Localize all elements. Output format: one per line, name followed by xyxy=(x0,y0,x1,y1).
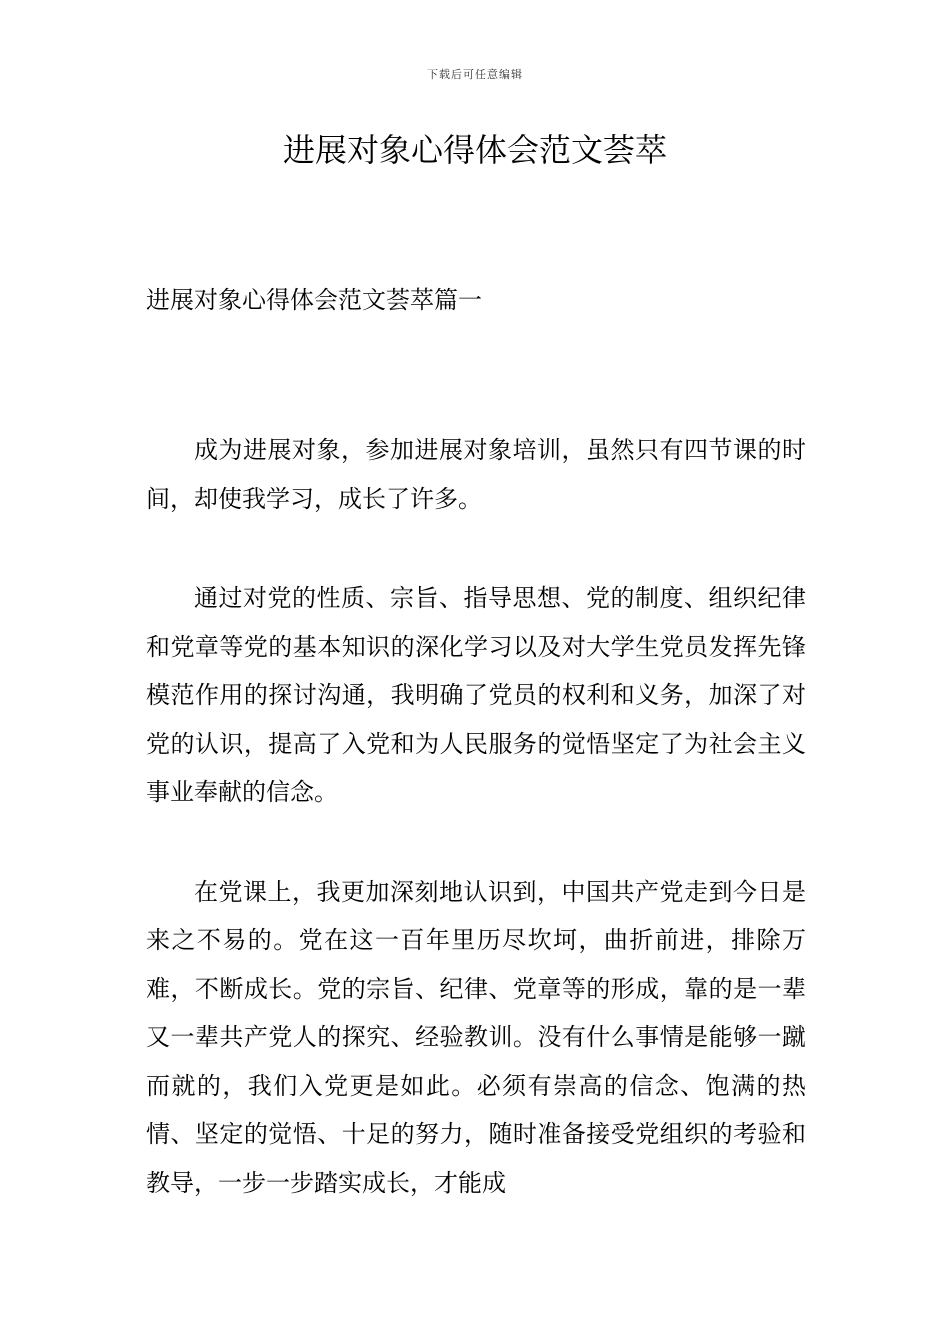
paragraph-3: 在党课上，我更加深刻地认识到，中国共产党走到今日是来之不易的。党在这一百年里历尽坎坷，曲折前进，排除万难，不断成长。党的宗旨、纪律、党章等的形成，靠的是一辈又一辈共产党人的探究、经验教训。没有什么事情是能够一蹴而就的，我们入党更是如此。必须有崇高的信念、饱满的热情、坚定的觉悟、十足的努力，随时准备接受党组织的考验和教导，一步一步踏实成长，才能成 xyxy=(146,877,806,1197)
document-title: 进展对象心得体会范文荟萃 xyxy=(282,131,667,169)
paragraph-1: 成为进展对象，参加进展对象培训，虽然只有四节课的时间，却使我学习，成长了许多。 xyxy=(146,436,806,513)
document-body xyxy=(146,426,806,1258)
header-note: 下载后可任意编辑 xyxy=(427,68,523,81)
section-heading: 进展对象心得体会范文荟萃篇一 xyxy=(146,286,482,314)
paragraph-2: 通过对党的性质、宗旨、指导思想、党的制度、组织纪律和党章等党的基本知识的深化学习以及对大学生党员发挥先锋模范作用的探讨沟通，我明确了党员的权利和义务，加深了对党的认识，提高了入党和为人民服务的觉悟坚定了为社会主义事业奉献的信念。 xyxy=(146,584,806,806)
